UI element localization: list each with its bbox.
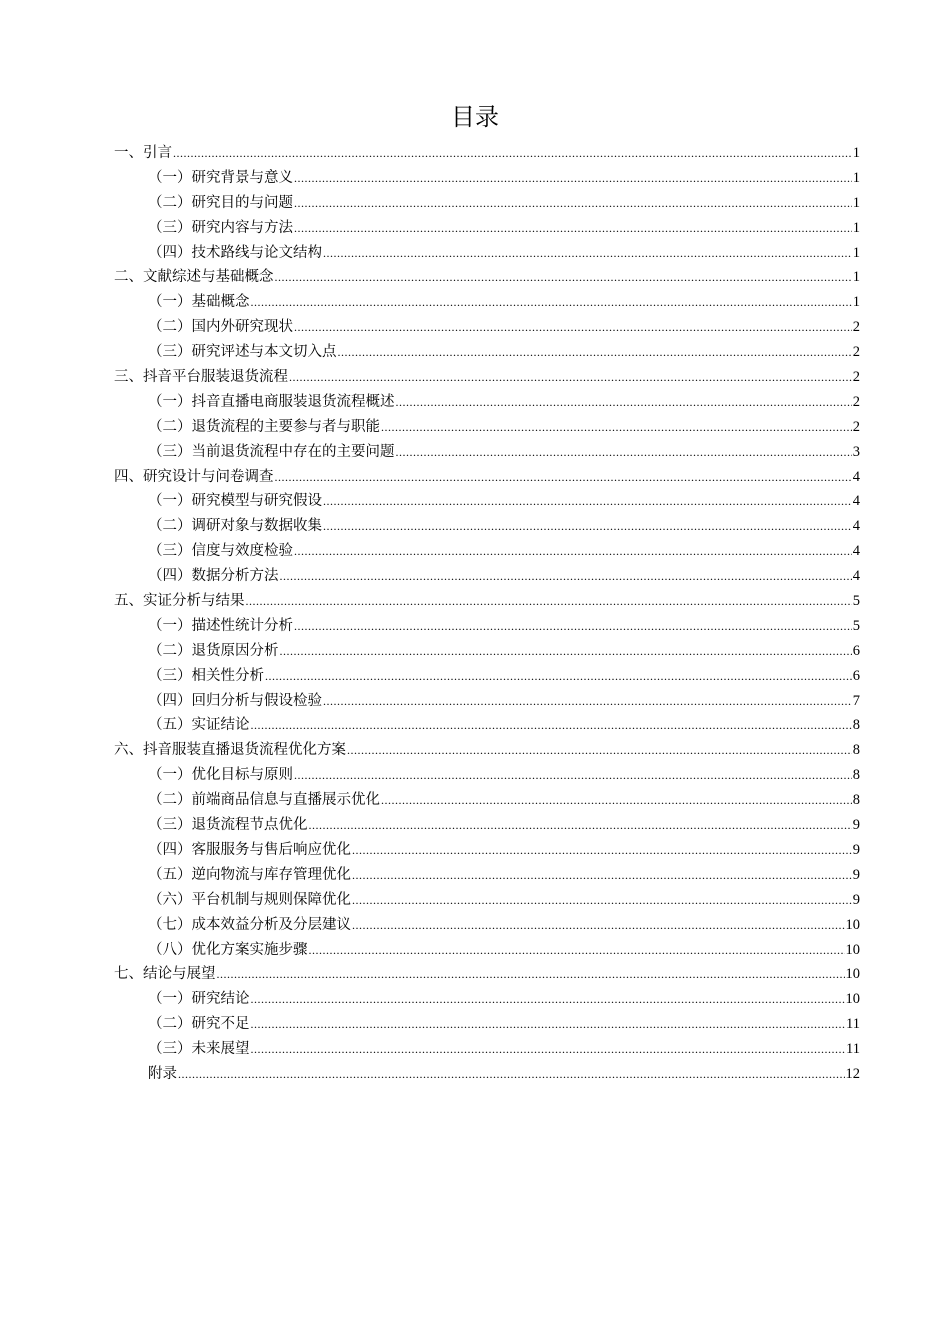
toc-entry-page-number: 3	[852, 443, 860, 460]
toc-dot-leader	[275, 265, 852, 290]
toc-entry-page-number: 2	[852, 319, 860, 336]
toc-entry-label: （三）未来展望	[148, 1041, 250, 1058]
toc-entry-label: （一）基础概念	[148, 294, 250, 311]
toc-dot-leader	[289, 365, 852, 390]
toc-entry-label: （五）实证结论	[148, 717, 250, 734]
toc-entry-label: 三、抖音平台服装退货流程	[114, 369, 288, 386]
toc-entry[interactable]	[114, 664, 860, 689]
toc-entry-label: （二）退货流程的主要参与者与职能	[148, 418, 380, 435]
toc-entry-page-number: 1	[852, 169, 860, 186]
toc-entry[interactable]	[114, 465, 860, 490]
toc-dot-leader	[251, 713, 852, 738]
toc-entry[interactable]	[114, 639, 860, 664]
toc-dot-leader	[352, 863, 852, 888]
toc-entry[interactable]	[114, 141, 860, 166]
toc-entry[interactable]	[114, 489, 860, 514]
toc-dot-leader	[323, 514, 852, 539]
toc-entry[interactable]	[114, 539, 860, 564]
toc-entry-label: （八）优化方案实施步骤	[148, 941, 308, 958]
toc-entry-page-number: 2	[852, 344, 860, 361]
toc-entry[interactable]	[114, 987, 860, 1012]
toc-entry[interactable]	[114, 838, 860, 863]
toc-dot-leader	[323, 689, 852, 714]
toc-entry[interactable]	[114, 390, 860, 415]
toc-entry-label: （四）回归分析与假设检验	[148, 692, 322, 709]
toc-entry[interactable]	[114, 191, 860, 216]
toc-entry-page-number: 4	[852, 568, 860, 585]
toc-entry-label: （四）技术路线与论文结构	[148, 244, 322, 261]
toc-entry[interactable]	[114, 241, 860, 266]
toc-entry-page-number: 10	[845, 991, 860, 1008]
toc-entry-page-number: 10	[845, 966, 860, 983]
toc-entry-page-number: 4	[852, 518, 860, 535]
toc-dot-leader	[178, 1062, 845, 1087]
toc-entry-page-number: 2	[852, 393, 860, 410]
toc-dot-leader	[294, 216, 852, 241]
toc-dot-leader	[294, 763, 852, 788]
toc-entry[interactable]	[114, 713, 860, 738]
toc-entry-label: （三）研究评述与本文切入点	[148, 344, 337, 361]
toc-entry-label: （一）抖音直播电商服装退货流程概述	[148, 393, 395, 410]
toc-dot-leader	[294, 614, 852, 639]
toc-dot-leader	[396, 390, 852, 415]
toc-dot-leader	[381, 415, 852, 440]
toc-entry-page-number: 8	[852, 767, 860, 784]
toc-entry[interactable]	[114, 1062, 860, 1087]
toc-entry-page-number: 1	[852, 294, 860, 311]
toc-dot-leader	[323, 241, 852, 266]
toc-entry-page-number: 1	[852, 269, 860, 286]
toc-entry[interactable]	[114, 962, 860, 987]
toc-entry-label: （一）研究背景与意义	[148, 169, 293, 186]
toc-entry[interactable]	[114, 614, 860, 639]
toc-entry[interactable]	[114, 938, 860, 963]
toc-entry[interactable]	[114, 888, 860, 913]
toc-entry-label: （二）研究目的与问题	[148, 194, 293, 211]
toc-entry-page-number: 1	[852, 145, 860, 161]
toc-entry-page-number: 4	[852, 543, 860, 560]
toc-entry-page-number: 7	[852, 692, 860, 709]
toc-entry-label: （五）逆向物流与库存管理优化	[148, 866, 351, 883]
toc-dot-leader	[275, 465, 852, 490]
toc-entry-label: （一）描述性统计分析	[148, 617, 293, 634]
toc-dot-leader	[294, 539, 852, 564]
toc-title: 目录	[451, 103, 499, 131]
toc-entry-label: 六、抖音服装直播退货流程优化方案	[114, 742, 346, 759]
toc-entry-page-number: 8	[852, 792, 860, 809]
toc-entry-page-number: 1	[852, 244, 860, 261]
toc-dot-leader	[323, 489, 852, 514]
toc-entry-label: 七、结论与展望	[114, 966, 216, 983]
toc-entry-label: 五、实证分析与结果	[114, 593, 245, 610]
toc-entry-label: （一）研究模型与研究假设	[148, 493, 322, 510]
toc-dot-leader	[280, 564, 852, 589]
toc-dot-leader	[294, 315, 852, 340]
toc-entry[interactable]	[114, 1037, 860, 1062]
toc-entry-page-number: 5	[852, 617, 860, 634]
toc-entry-label: （三）退货流程节点优化	[148, 817, 308, 834]
toc-entry-page-number: 1	[852, 219, 860, 236]
toc-entry-label: （三）研究内容与方法	[148, 219, 293, 236]
toc-entry[interactable]	[114, 738, 860, 763]
toc-entry[interactable]	[114, 265, 860, 290]
toc-entry-label: （一）研究结论	[148, 991, 250, 1008]
toc-dot-leader	[294, 191, 852, 216]
toc-dot-leader	[251, 1037, 846, 1062]
toc-dot-leader	[173, 141, 852, 166]
toc-entry-page-number: 1	[852, 194, 860, 211]
toc-entry[interactable]	[114, 863, 860, 888]
toc-entry[interactable]	[114, 514, 860, 539]
toc-entry-label: （二）前端商品信息与直播展示优化	[148, 792, 380, 809]
toc-entry-page-number: 9	[852, 841, 860, 858]
toc-dot-leader	[309, 813, 852, 838]
toc-entry[interactable]	[114, 689, 860, 714]
toc-dot-leader	[251, 987, 845, 1012]
toc-entry-label: （二）研究不足	[148, 1016, 250, 1033]
toc-dot-leader	[265, 664, 852, 689]
toc-entry-page-number: 9	[852, 891, 860, 908]
toc-entry[interactable]	[114, 216, 860, 241]
toc-dot-leader	[251, 290, 852, 315]
toc-dot-leader	[381, 788, 852, 813]
toc-entry-page-number: 11	[846, 1016, 860, 1033]
toc-entry[interactable]	[114, 589, 860, 614]
toc-entry[interactable]	[114, 913, 860, 938]
toc-entry-label: （三）信度与效度检验	[148, 543, 293, 560]
toc-dot-leader	[280, 639, 852, 664]
toc-entry-page-number: 8	[852, 742, 860, 759]
toc-entry-label: （三）相关性分析	[148, 667, 264, 684]
toc-entry-page-number: 10	[845, 941, 860, 958]
toc-entry-label: （七）成本效益分析及分层建议	[148, 916, 351, 933]
toc-entry-label: 四、研究设计与问卷调查	[114, 468, 274, 485]
toc-entry[interactable]	[114, 440, 860, 465]
toc-dot-leader	[338, 340, 852, 365]
toc-entry-page-number: 5	[852, 593, 860, 610]
toc-dot-leader	[347, 738, 852, 763]
toc-entry[interactable]	[114, 340, 860, 365]
toc-entry-page-number: 10	[845, 916, 860, 933]
toc-entry-label: （二）退货原因分析	[148, 642, 279, 659]
toc-dot-leader	[246, 589, 852, 614]
toc-entry-page-number: 6	[852, 667, 860, 684]
toc-entry-page-number: 11	[846, 1041, 860, 1058]
toc-entry-label: （一）优化目标与原则	[148, 767, 293, 784]
toc-entry-label: （四）客服服务与售后响应优化	[148, 841, 351, 858]
toc-entry-page-number: 6	[852, 642, 860, 659]
toc-entry-label: 二、文献综述与基础概念	[114, 269, 274, 286]
toc-entry-page-number: 8	[852, 717, 860, 734]
toc-entry[interactable]	[114, 315, 860, 340]
toc-entry[interactable]	[114, 415, 860, 440]
toc-entry-page-number: 2	[852, 369, 860, 386]
toc-entry-label: 一、引言	[114, 145, 172, 161]
toc-entry-page-number: 4	[852, 468, 860, 485]
toc-entry-label: （二）国内外研究现状	[148, 319, 293, 336]
toc-entry[interactable]	[114, 763, 860, 788]
toc-dot-leader	[352, 838, 852, 863]
toc-entry-page-number: 9	[852, 817, 860, 834]
toc-entry[interactable]	[114, 365, 860, 390]
toc-dot-leader	[294, 166, 852, 191]
toc-entry-page-number: 9	[852, 866, 860, 883]
toc-entry-label: （三）当前退货流程中存在的主要问题	[148, 443, 395, 460]
toc-entry[interactable]	[114, 788, 860, 813]
toc-entry[interactable]	[114, 564, 860, 589]
toc-entry[interactable]	[114, 166, 860, 191]
toc-entry-page-number: 4	[852, 493, 860, 510]
toc-list	[114, 141, 860, 1087]
toc-entry-label: （二）调研对象与数据收集	[148, 518, 322, 535]
toc-entry[interactable]	[114, 290, 860, 315]
toc-entry-page-number: 12	[845, 1065, 860, 1082]
toc-dot-leader	[396, 440, 852, 465]
toc-entry-page-number: 2	[852, 418, 860, 435]
toc-dot-leader	[352, 888, 852, 913]
toc-dot-leader	[352, 913, 845, 938]
toc-dot-leader	[217, 962, 845, 987]
toc-entry-label: （六）平台机制与规则保障优化	[148, 891, 351, 908]
toc-entry-label: （四）数据分析方法	[148, 568, 279, 585]
toc-entry[interactable]	[114, 813, 860, 838]
toc-entry-label: 附录	[148, 1065, 177, 1082]
toc-entry[interactable]	[114, 1012, 860, 1037]
toc-dot-leader	[251, 1012, 846, 1037]
toc-dot-leader	[309, 938, 845, 963]
